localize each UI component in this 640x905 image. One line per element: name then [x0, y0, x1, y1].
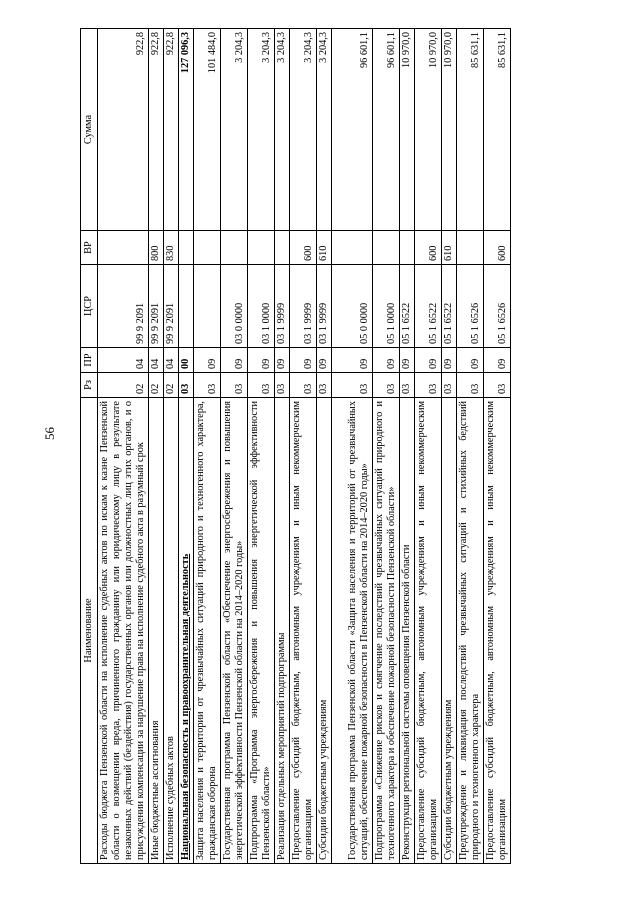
page-number: 56 [42, 427, 57, 440]
row-name: Подпрограмма «Программа энергосбережения и повышения энергетической эффективности Пензенской области» [248, 398, 275, 864]
row-sum: 3 204,3 [290, 29, 317, 231]
table-row [332, 29, 373, 864]
row-vr: 610 [317, 231, 332, 265]
row-csr: 99 9 2091 [98, 265, 149, 348]
row-sum: 922,8 [149, 29, 164, 231]
table-row [373, 29, 400, 864]
row-vr [98, 231, 149, 265]
row-csr: 03 1 0000 [248, 265, 275, 348]
table-row [149, 29, 164, 864]
row-rz: 02 [98, 373, 149, 398]
row-csr: 05 0 0000 [332, 265, 373, 348]
row-vr: 610 [442, 231, 457, 265]
row-name: Защита населения и территории от чрезвычайных ситуаций природного и техногенного характера, гражданская оборона [194, 398, 221, 864]
row-pr: 09 [457, 348, 484, 373]
table-row [164, 29, 179, 864]
row-vr [400, 231, 415, 265]
row-rz: 03 [317, 373, 332, 398]
row-csr: 05 1 6526 [457, 265, 484, 348]
row-pr: 09 [332, 348, 373, 373]
table-row [290, 29, 317, 864]
row-vr: 600 [415, 231, 442, 265]
row-pr: 04 [98, 348, 149, 373]
row-vr: 600 [484, 231, 511, 265]
row-name: Расходы бюджета Пензенской области на исполнение судебных актов по искам к казне Пензенской области о возмещении вреда, причиненного гражданину или юридическому лицу в результате незаконных действий (бездействия) государственных органов или должностных лиц этих органов, и о присуждении компенсации за нарушение права на исполнение судебного акта в разумный срок [98, 398, 149, 864]
row-rz: 03 [373, 373, 400, 398]
row-name: Субсидии бюджетным учреждениям [317, 398, 332, 864]
row-pr: 09 [373, 348, 400, 373]
row-vr [457, 231, 484, 265]
row-csr [194, 265, 221, 348]
row-vr: 800 [149, 231, 164, 265]
row-name: Предоставление субсидий бюджетным, автономным учреждениям и иным некоммерческим организациям [290, 398, 317, 864]
row-pr: 09 [415, 348, 442, 373]
row-name: Иные бюджетные ассигнования [149, 398, 164, 864]
row-sum: 3 204,3 [248, 29, 275, 231]
row-vr [275, 231, 290, 265]
table-row [400, 29, 415, 864]
row-name: Предоставление субсидий бюджетным, автономным учреждениям и иным некоммерческим организациям [484, 398, 511, 864]
row-name: Национальная безопасность и правоохранительная деятельность [179, 398, 194, 864]
table-row [248, 29, 275, 864]
row-rz: 03 [221, 373, 248, 398]
row-vr [179, 231, 194, 265]
row-sum: 101 484,0 [194, 29, 221, 231]
table-row [317, 29, 332, 864]
row-pr: 09 [290, 348, 317, 373]
row-sum: 3 204,3 [317, 29, 332, 231]
row-name: Подпрограмма «Снижение рисков и смягчение последствий чрезвычайных ситуаций природного и техногенного характера и обеспечение пожарной безопасности Пензенской области» [373, 398, 400, 864]
row-pr: 09 [442, 348, 457, 373]
table-row [194, 29, 221, 864]
row-sum: 96 601,1 [332, 29, 373, 231]
table-row [457, 29, 484, 864]
table-row [442, 29, 457, 864]
row-name: Предоставление субсидий бюджетным, автономным учреждениям и иным некоммерческим организациям [415, 398, 442, 864]
row-csr: 03 1 9999 [290, 265, 317, 348]
row-csr: 03 1 9999 [275, 265, 290, 348]
row-vr [194, 231, 221, 265]
row-sum: 10 970,0 [442, 29, 457, 231]
table-header-row [81, 29, 98, 864]
row-csr: 99 9 2091 [164, 265, 179, 348]
row-rz: 02 [164, 373, 179, 398]
table-row [415, 29, 442, 864]
row-csr: 03 0 0000 [221, 265, 248, 348]
row-vr: 830 [164, 231, 179, 265]
row-pr: 04 [164, 348, 179, 373]
row-csr: 05 1 6522 [415, 265, 442, 348]
header-name: Наименование [81, 398, 98, 864]
row-sum: 3 204,3 [275, 29, 290, 231]
row-sum: 10 970,0 [400, 29, 415, 231]
row-csr: 05 1 6522 [442, 265, 457, 348]
row-csr: 05 1 0000 [373, 265, 400, 348]
row-csr: 99 9 2091 [149, 265, 164, 348]
row-rz: 03 [442, 373, 457, 398]
row-name: Предупреждение и ликвидация последствий чрезвычайных ситуаций и стихийных бедствий природного и техногенного характера [457, 398, 484, 864]
row-vr [248, 231, 275, 265]
row-csr: 05 1 6526 [484, 265, 511, 348]
row-pr: 09 [194, 348, 221, 373]
row-rz: 03 [457, 373, 484, 398]
row-vr [221, 231, 248, 265]
row-pr: 09 [400, 348, 415, 373]
row-rz: 03 [275, 373, 290, 398]
table-row [221, 29, 248, 864]
rotated-page-content [80, 29, 557, 864]
row-pr: 09 [317, 348, 332, 373]
row-vr [373, 231, 400, 265]
row-pr: 00 [179, 348, 194, 373]
header-csr: ЦСР [81, 265, 98, 348]
row-name: Исполнение судебных актов [164, 398, 179, 864]
row-csr: 05 1 6522 [400, 265, 415, 348]
row-sum: 85 631,1 [457, 29, 484, 231]
row-csr [179, 265, 194, 348]
row-name: Реализация отдельных мероприятий подпрограммы [275, 398, 290, 864]
row-name: Реконструкция региональной системы оповещения Пензенской области [400, 398, 415, 864]
row-sum: 85 631,1 [484, 29, 511, 231]
row-pr: 09 [275, 348, 290, 373]
row-sum: 3 204,3 [221, 29, 248, 231]
row-sum: 922,8 [164, 29, 179, 231]
header-pr: ПР [81, 348, 98, 373]
row-pr: 09 [221, 348, 248, 373]
row-rz: 02 [149, 373, 164, 398]
row-pr: 04 [149, 348, 164, 373]
row-csr: 03 1 9999 [317, 265, 332, 348]
table-row [98, 29, 149, 864]
row-name: Субсидии бюджетным учреждениям [442, 398, 457, 864]
table-row [484, 29, 511, 864]
header-vr: ВР [81, 231, 98, 265]
row-pr: 09 [484, 348, 511, 373]
row-vr: 600 [290, 231, 317, 265]
row-rz: 03 [194, 373, 221, 398]
row-name: Государственная программа Пензенской области «Обеспечение энергосбережения и повышения энергетической эффективности Пензенской области на 2014–2020 годы» [221, 398, 248, 864]
row-vr [332, 231, 373, 265]
table-row [179, 29, 194, 864]
header-rz: Рз [81, 373, 98, 398]
row-rz: 03 [484, 373, 511, 398]
row-name: Государственная программа Пензенской области «Защита населения и территорий от чрезвычайных ситуаций, обеспечение пожарной безопасности в Пензенской области на 2014–2020 годы» [332, 398, 373, 864]
row-pr: 09 [248, 348, 275, 373]
row-rz: 03 [179, 373, 194, 398]
row-rz: 03 [248, 373, 275, 398]
row-rz: 03 [400, 373, 415, 398]
row-rz: 03 [415, 373, 442, 398]
header-sum: Сумма [81, 29, 98, 231]
budget-table [80, 28, 511, 864]
row-rz: 03 [290, 373, 317, 398]
row-rz: 03 [332, 373, 373, 398]
row-sum: 96 601,1 [373, 29, 400, 231]
table-row [275, 29, 290, 864]
row-sum: 922,8 [98, 29, 149, 231]
row-sum: 10 970,0 [415, 29, 442, 231]
row-sum: 127 096,3 [179, 29, 194, 231]
